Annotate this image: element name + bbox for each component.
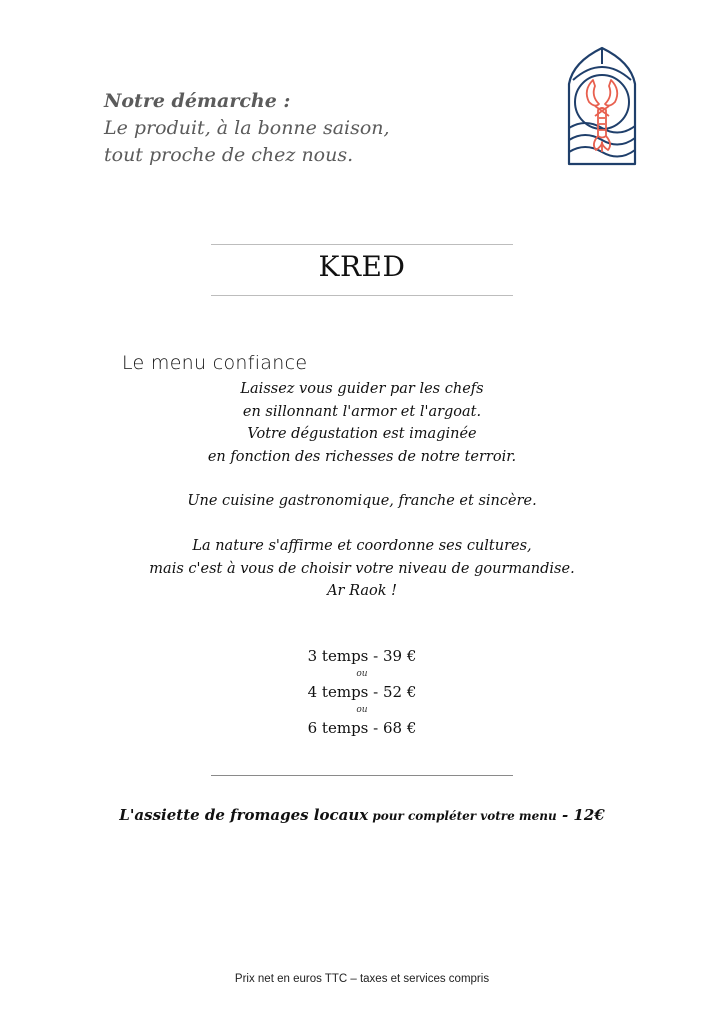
cheese-note: pour compléter votre menu (368, 809, 557, 823)
divider-title-bottom (211, 295, 513, 296)
divider-top (211, 244, 513, 245)
intro-block (104, 88, 390, 169)
lobster-window-icon (565, 46, 639, 166)
price-separator: ou (356, 705, 368, 715)
page-title: KRED (318, 250, 406, 283)
cheese-price: - 12€ (556, 806, 605, 824)
intro-title: Notre démarche : (104, 90, 291, 112)
menu-description-1 (0, 378, 724, 468)
price-separator: ou (356, 669, 368, 679)
footer-note: Prix net en euros TTC – taxes et services compris (234, 973, 490, 985)
description-line: en fonction des richesses de notre terroir. (207, 448, 517, 465)
cheese-offer (0, 805, 724, 824)
price-option: 4 temps - 52 € (307, 683, 417, 701)
description-line: mais c'est à vous de choisir votre niveau de gourmandise. (149, 560, 575, 577)
description-line: en sillonnant l'armor et l'argoat. (242, 403, 482, 420)
cheese-name: L'assiette de fromages locaux (119, 806, 369, 824)
description-line: Ar Raok ! (327, 583, 397, 599)
description-line: Laissez vous guider par les chefs (240, 381, 484, 397)
divider-bottom (211, 775, 513, 776)
menu-description-3 (0, 535, 724, 603)
description-line: Une cuisine gastronomique, franche et sincère. (187, 493, 537, 509)
menu-name: Le menu confiance (122, 352, 308, 374)
description-line: La nature s'affirme et coordonne ses cultures, (192, 538, 532, 554)
intro-line: Le produit, à la bonne saison, (104, 117, 390, 139)
menu-description-2 (0, 490, 724, 513)
price-option: 3 temps - 39 € (307, 647, 417, 665)
intro-line: tout proche de chez nous. (104, 144, 354, 166)
description-line: Votre dégustation est imaginée (247, 426, 477, 442)
price-list (0, 645, 724, 739)
price-option: 6 temps - 68 € (307, 719, 417, 737)
